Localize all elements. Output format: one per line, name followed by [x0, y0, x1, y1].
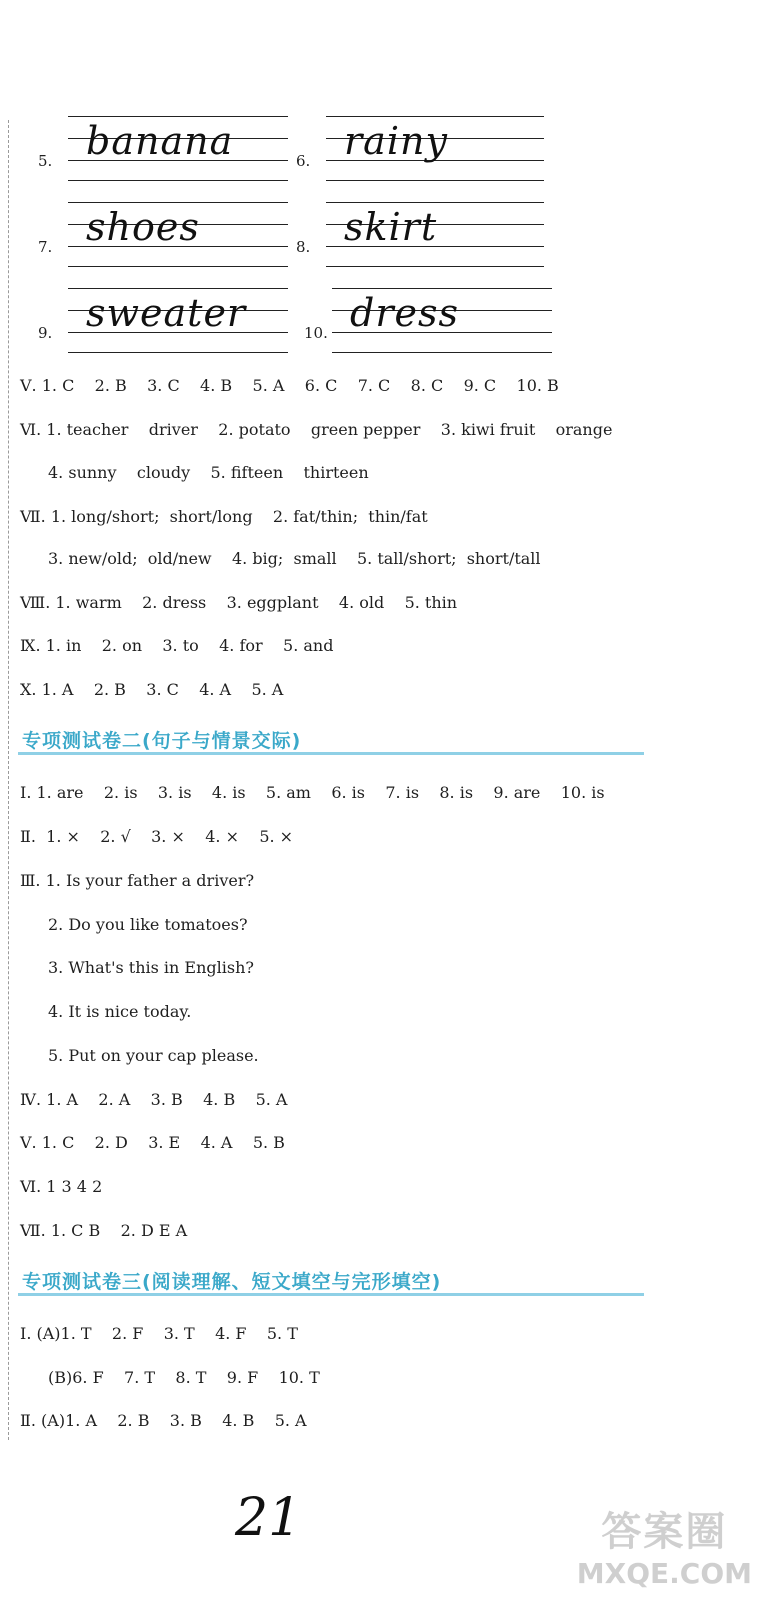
answer-line: 4. It is nice today.: [48, 1002, 192, 1021]
answer-line: Ⅵ. 1. teacher driver 2. potato green pepper 3. kiwi fruit orange: [20, 420, 613, 439]
answer-line: Ⅳ. 1. A 2. A 3. B 4. B 5. A: [20, 1090, 288, 1109]
section-rule: [18, 752, 644, 755]
watermark-text: 答案圈: [601, 1509, 728, 1555]
writing-answer-8: [296, 202, 544, 268]
item-number: 8.: [296, 238, 311, 256]
answer-line: Ⅴ. 1. C 2. D 3. E 4. A 5. B: [20, 1133, 285, 1152]
section-rule: [18, 1293, 644, 1296]
answer-line: 5. Put on your cap please.: [48, 1046, 259, 1065]
writing-answer-5: [38, 116, 288, 182]
answer-line: Ⅶ. 1. C B 2. D E A: [20, 1221, 188, 1240]
item-number: 7.: [38, 238, 53, 256]
page-number: 21: [235, 1488, 302, 1548]
item-number: 10.: [304, 324, 328, 342]
answer-line: 3. new/old; old/new 4. big; small 5. tall/short; short/tall: [48, 549, 541, 568]
answer-line: Ⅱ. (A)1. A 2. B 3. B 4. B 5. A: [20, 1411, 307, 1430]
answer-line: Ⅰ. (A)1. T 2. F 3. T 4. F 5. T: [20, 1324, 298, 1343]
watermark-url: MXQE.COM: [576, 1557, 752, 1590]
writing-answer-7: [38, 202, 288, 268]
item-number: 6.: [296, 152, 311, 170]
section-title-2: 专项测试卷二(句子与情景交际): [22, 730, 302, 752]
answer-line: Ⅰ. 1. are 2. is 3. is 4. is 5. am 6. is 7. is 8. is 9. are 10. is: [20, 783, 605, 802]
item-number: 9.: [38, 324, 53, 342]
handwritten-word: sweater: [86, 291, 247, 335]
answer-line: Ⅷ. 1. warm 2. dress 3. eggplant 4. old 5. thin: [20, 593, 458, 612]
answer-line: (B)6. F 7. T 8. T 9. F 10. T: [48, 1368, 320, 1387]
writing-answer-10: [304, 288, 552, 354]
answer-line: 2. Do you like tomatoes?: [48, 915, 248, 934]
writing-answer-6: [296, 116, 544, 182]
answer-line: Ⅵ. 1 3 4 2: [20, 1177, 103, 1196]
handwritten-word: shoes: [86, 205, 200, 249]
answer-line: 4. sunny cloudy 5. fifteen thirteen: [48, 463, 369, 482]
writing-answer-9: [38, 288, 288, 354]
answer-line: Ⅶ. 1. long/short; short/long 2. fat/thin; thin/fat: [20, 507, 428, 526]
answer-line: 3. What's this in English?: [48, 958, 254, 977]
handwritten-word: banana: [86, 119, 234, 163]
binding-margin-line: [8, 120, 9, 1440]
answer-line: Ⅲ. 1. Is your father a driver?: [20, 871, 255, 890]
handwritten-word: dress: [350, 291, 459, 335]
answer-line: Ⅱ. 1. × 2. √ 3. × 4. × 5. ×: [20, 827, 294, 846]
section-title-3: 专项测试卷三(阅读理解、短文填空与完形填空): [22, 1271, 442, 1293]
watermark-logo: [577, 1500, 752, 1590]
answer-line: Ⅸ. 1. in 2. on 3. to 4. for 5. and: [20, 636, 334, 655]
handwritten-word: rainy: [344, 119, 448, 163]
item-number: 5.: [38, 152, 53, 170]
handwritten-word: skirt: [344, 205, 438, 249]
answer-line: Ⅹ. 1. A 2. B 3. C 4. A 5. A: [20, 680, 284, 699]
answer-line: Ⅴ. 1. C 2. B 3. C 4. B 5. A 6. C 7. C 8. C 9. C 10. B: [20, 376, 559, 395]
